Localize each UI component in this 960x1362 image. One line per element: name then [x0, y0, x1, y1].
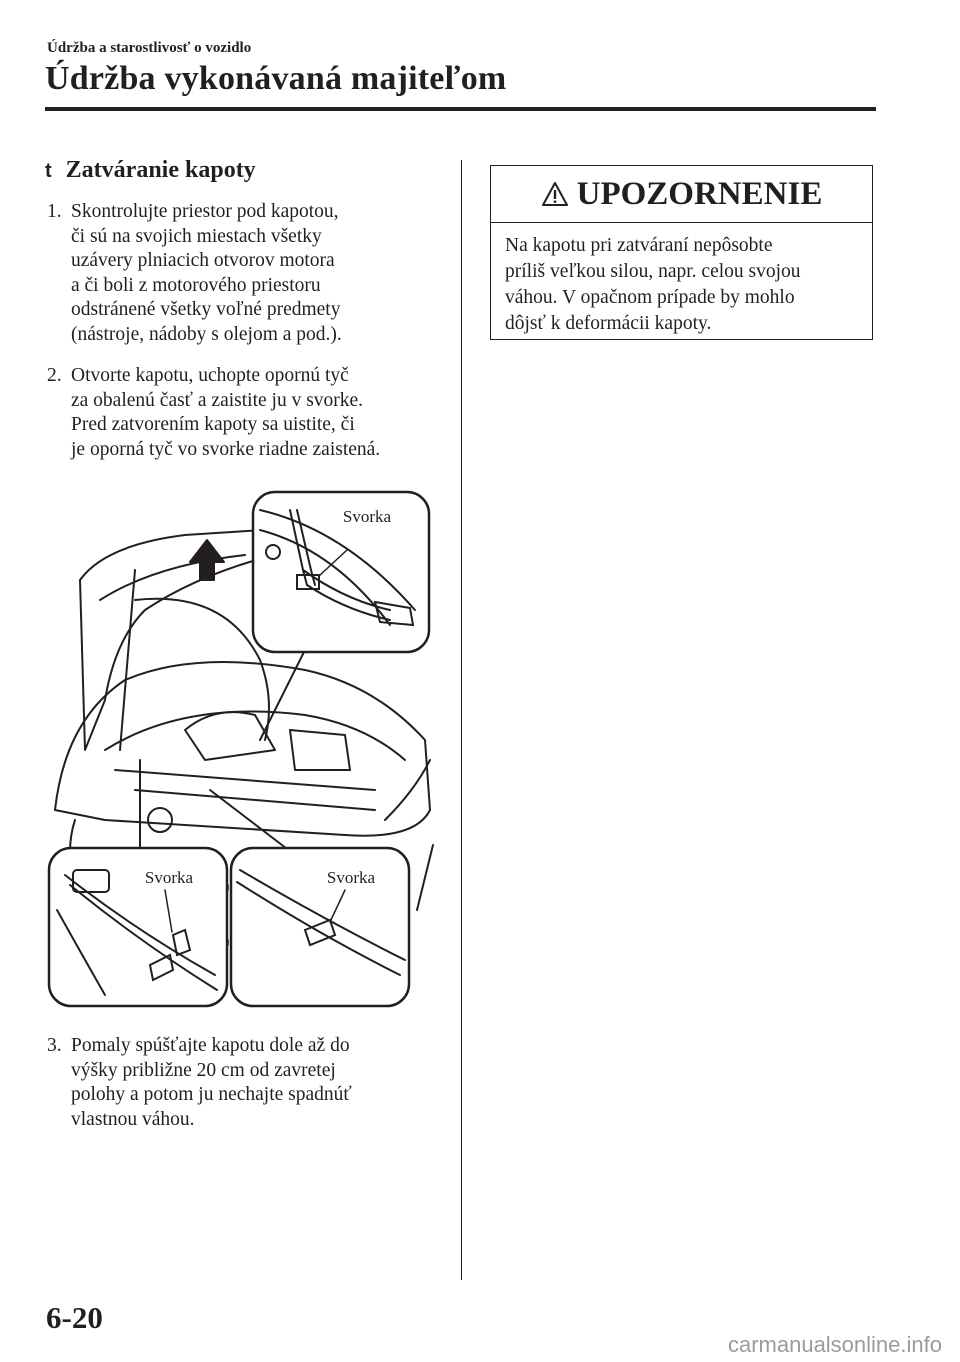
caution-line: váhou. V opačnom prípade by mohlo: [505, 287, 795, 308]
step-line: uzávery plniacich otvorov motora: [71, 250, 335, 272]
caution-body: [491, 223, 872, 347]
step-number: 1.: [47, 201, 62, 222]
step-line: Pomaly spúšťajte kapotu dole až do: [71, 1035, 350, 1056]
caution-box: [490, 165, 873, 340]
step-line: a či boli z motorového priestoru: [71, 274, 321, 296]
step-line: polohy a potom ju nechajte spadnúť: [71, 1084, 352, 1106]
step-line: či sú na svojich miestach všetky: [71, 225, 322, 247]
engine-bay-illustration: [45, 490, 435, 1010]
step-line: Pred zatvorením kapoty sa uistite, či: [71, 414, 355, 436]
step-2: [47, 364, 380, 462]
caution-title: UPOZORNENIE: [576, 175, 823, 212]
step-line: vlastnou váhou.: [71, 1108, 195, 1130]
step-line: za obalenú časť a zaistite ju v svorke.: [71, 389, 364, 411]
step-number: 2.: [47, 365, 62, 386]
step-1: [47, 200, 342, 348]
support-rod: [120, 570, 135, 750]
page-title: Údržba vykonávaná majiteľom: [45, 60, 507, 97]
section-heading-text: Zatváranie kapoty: [65, 157, 256, 183]
step-3: [47, 1034, 352, 1132]
caution-header: [491, 166, 872, 223]
step-line: odstránené všetky voľné predmety: [71, 299, 341, 321]
breadcrumb: Údržba a starostlivosť o vozidlo: [47, 40, 252, 56]
step-line: Skontrolujte priestor pod kapotou,: [71, 201, 339, 222]
section-heading: [45, 157, 256, 184]
step-line: Otvorte kapotu, uchopte opornú tyč: [71, 365, 349, 386]
watermark: carmanualsonline.info: [727, 1332, 942, 1357]
page-number: 6-20: [46, 1300, 103, 1335]
label-clamp-bottom-left: Svorka: [144, 868, 194, 887]
caution-line: príliš veľkou silou, napr. celou svojou: [505, 261, 801, 282]
section-bullet: t: [45, 160, 52, 182]
inset-bottom-right: [231, 848, 409, 1006]
step-line: je oporná tyč vo svorke riadne zaistená.: [71, 438, 381, 460]
step-line: výšky približne 20 cm od zavretej: [71, 1059, 336, 1081]
step-number: 3.: [47, 1035, 62, 1056]
step-line: (nástroje, nádoby s olejom a pod.).: [71, 323, 342, 345]
label-clamp-top: Svorka: [342, 507, 392, 526]
column-divider: [461, 160, 462, 1280]
caution-line: dôjsť k deformácii kapoty.: [505, 313, 712, 334]
label-clamp-bottom-right: Svorka: [326, 868, 376, 887]
caution-line: Na kapotu pri zatváraní nepôsobte: [505, 235, 773, 256]
arrow-up-icon: [190, 540, 224, 580]
title-rule: [45, 107, 876, 111]
warning-triangle-icon: [541, 181, 569, 207]
